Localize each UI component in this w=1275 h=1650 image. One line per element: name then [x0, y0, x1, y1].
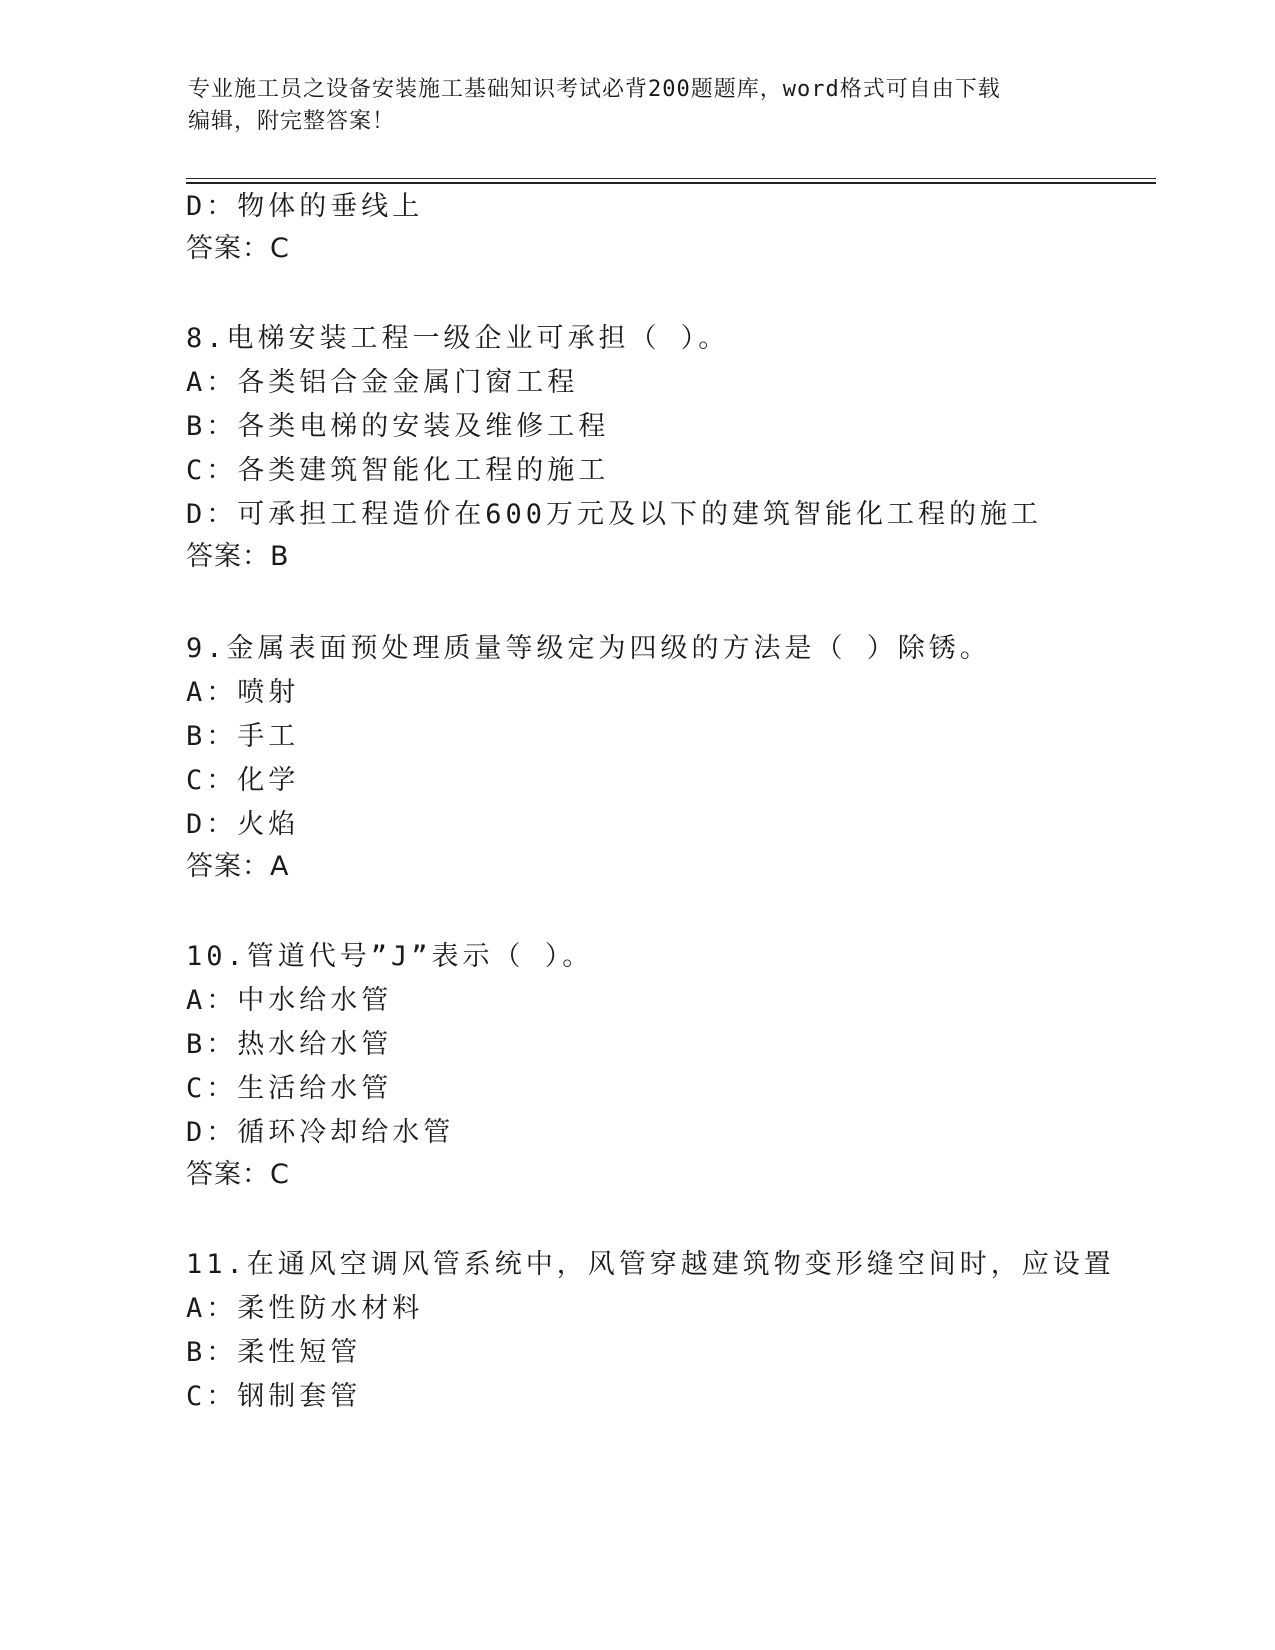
- question-stem: 11.在通风空调风管系统中，风管穿越建筑物变形缝空间时，应设置: [186, 1249, 1115, 1280]
- option-a: A：各类铝合金金属门窗工程: [186, 367, 579, 398]
- option-c: C：生活给水管: [186, 1073, 393, 1104]
- option-d: D：火焰: [186, 809, 300, 840]
- question-stem: 10.管道代号”J”表示（ ）。: [186, 941, 594, 972]
- option-b: B：热水给水管: [186, 1029, 393, 1060]
- option-c: C：各类建筑智能化工程的施工: [186, 455, 610, 486]
- header-line-1: 专业施工员之设备安装施工基础知识考试必背200题题库，word格式可自由下载: [188, 77, 1001, 102]
- option-b: B：手工: [186, 721, 300, 752]
- option-d: D：可承担工程造价在600万元及以下的建筑智能化工程的施工: [186, 499, 1043, 530]
- answer-line: 答案：A: [186, 851, 290, 882]
- option-b: B：各类电梯的安装及维修工程: [186, 411, 610, 442]
- header-divider-thin: [186, 178, 1156, 179]
- option-d: D：物体的垂线上: [186, 191, 424, 222]
- option-a: A：中水给水管: [186, 985, 393, 1016]
- document-header: [188, 74, 1088, 138]
- answer-line: 答案：C: [186, 233, 290, 264]
- answer-line: 答案：B: [186, 541, 290, 572]
- option-a: A：喷射: [186, 677, 300, 708]
- option-a: A：柔性防水材料: [186, 1293, 424, 1324]
- header-line-2: 编辑，附完整答案！: [188, 109, 396, 134]
- question-stem: 8.电梯安装工程一级企业可承担（ ）。: [186, 323, 730, 354]
- header-divider-thick: [186, 182, 1156, 184]
- option-d: D：循环冷却给水管: [186, 1117, 455, 1148]
- option-c: C：化学: [186, 765, 300, 796]
- answer-line: 答案：C: [186, 1159, 290, 1190]
- question-stem: 9.金属表面预处理质量等级定为四级的方法是（ ）除锈。: [186, 633, 991, 664]
- option-c: C：钢制套管: [186, 1381, 362, 1412]
- option-b: B：柔性短管: [186, 1337, 362, 1368]
